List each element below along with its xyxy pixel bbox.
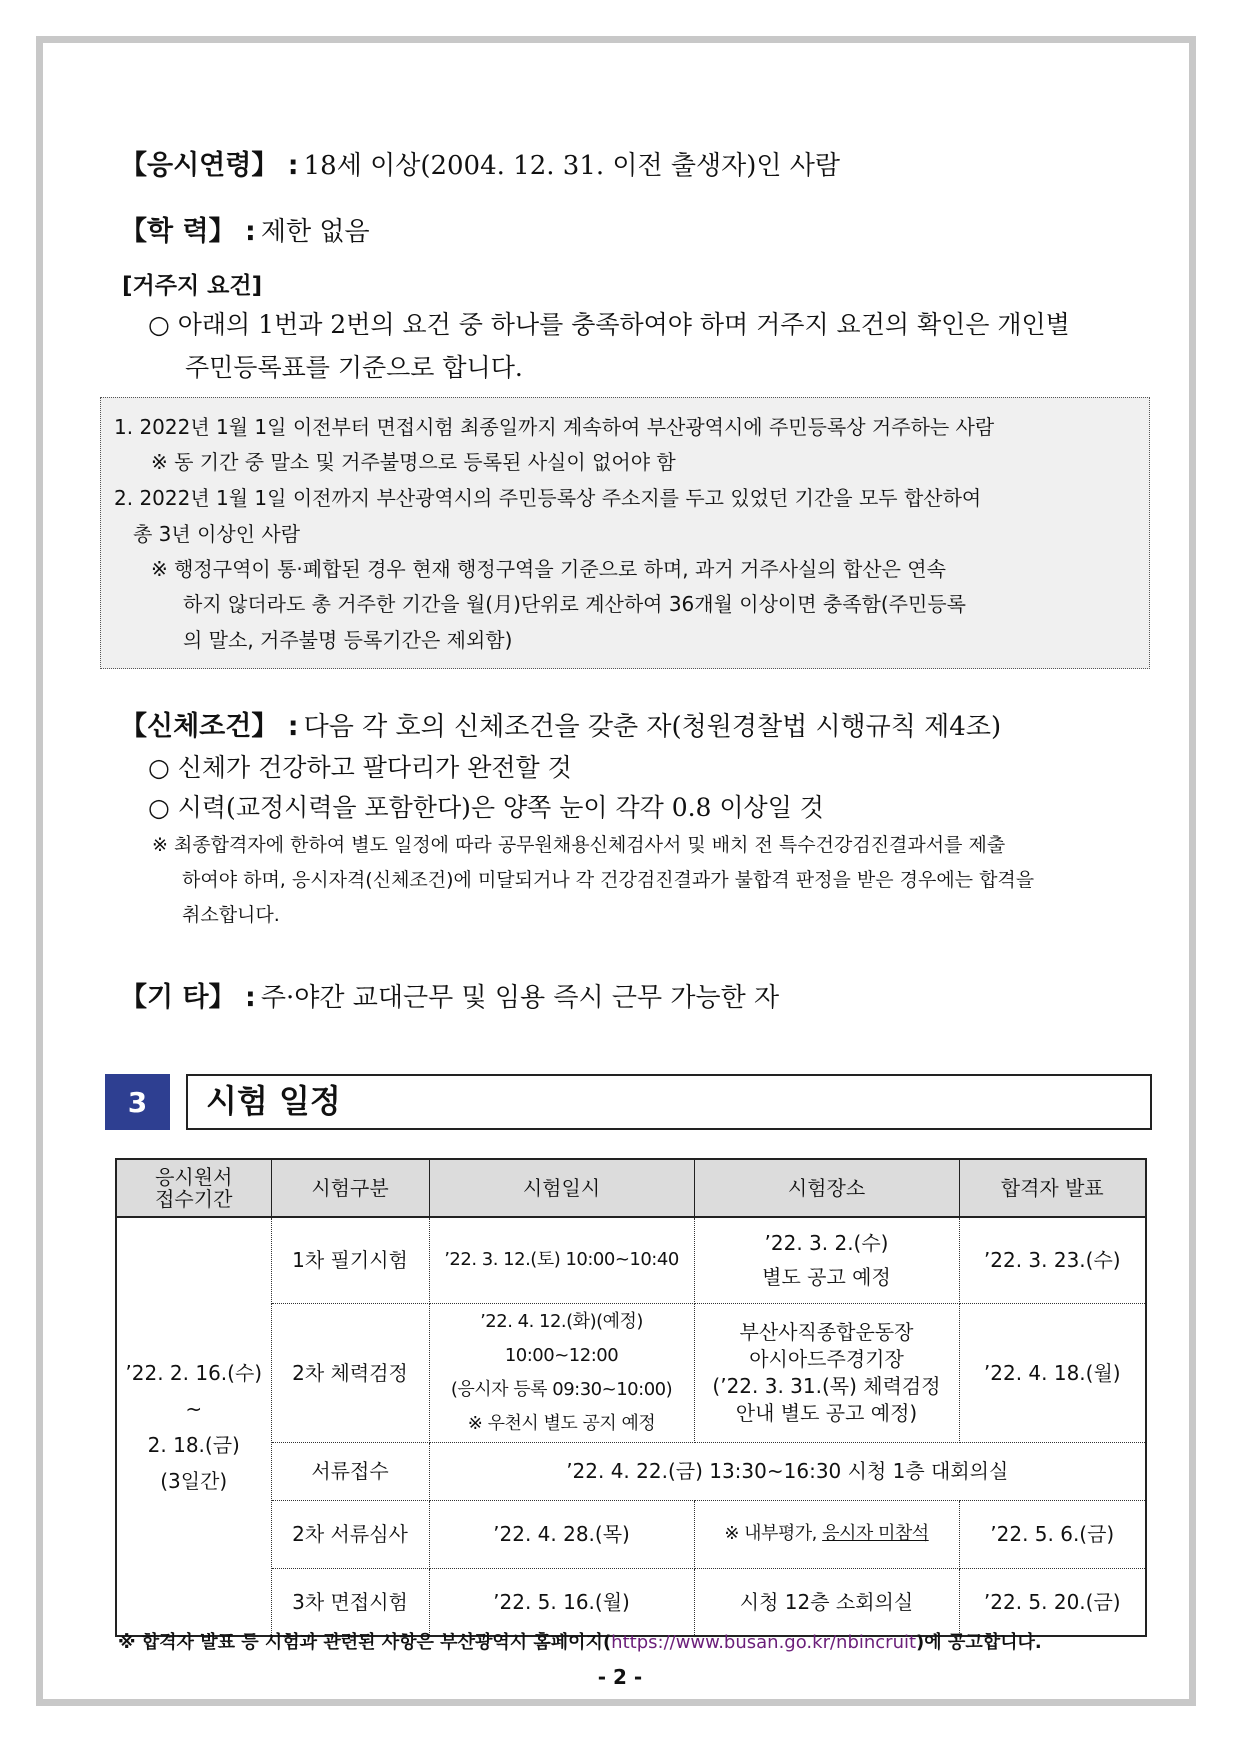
documents-review-type: 2차 서류심사 [271, 1500, 429, 1568]
header-exam-datetime: 시험일시 [429, 1159, 694, 1217]
table-row [116, 1568, 1146, 1636]
footnote: ※ 합격자 발표 등 시험과 관련된 사항은 부산광역시 홈페이지(https://www.busan.go.kr/nbincruit)에 공고합니다. [118, 1632, 1042, 1653]
physical-note-line1: ※ 최종합격자에 한하여 별도 일정에 따라 공무원채용신체검사서 및 배치 전 특수건강검진결과서를 제출 [152, 834, 1006, 856]
header-exam-place: 시험장소 [694, 1159, 959, 1217]
table-row [116, 1442, 1146, 1500]
interview-announce: ’22. 5. 20.(금) [959, 1568, 1146, 1636]
residence-condition-2-note: ※ 행정구역이 통·폐합된 경우 현재 행정구역을 기준으로 하며, 과거 거주사실의 합산은 연속 [151, 557, 946, 581]
header-announcement: 합격자 발표 [959, 1159, 1146, 1217]
interview-datetime: ’22. 5. 16.(월) [429, 1568, 694, 1636]
documents-review-place: ※ 내부평가, 응시자 미참석 [694, 1500, 959, 1568]
header-application-period: 응시원서 접수기간 [116, 1159, 271, 1217]
interview-place: 시청 12층 소회의실 [694, 1568, 959, 1636]
physical-item-2: ○ 시력(교정시력을 포함한다)은 양쪽 눈이 각각 0.8 이상일 것 [148, 793, 824, 822]
exam-schedule-table [115, 1158, 1147, 1637]
residence-condition-2: 2. 2022년 1월 1일 이전까지 부산광역시의 주민등록상 주소지를 두고 있었던 기간을 모두 합산하여 [114, 486, 982, 510]
physical-label: 【신체조건】 : [120, 711, 299, 742]
section-header [105, 1074, 1152, 1130]
fitness-type: 2차 체력검정 [271, 1303, 429, 1442]
physical-value: 다음 각 호의 신체조건을 갖춘 자(청원경찰법 시행규칙 제4조) [303, 712, 1002, 742]
fitness-datetime: ’22. 4. 12.(화)(예정) 10:00~12:00 (응시자 등록 09:30~10:00) ※ 우천시 별도 공지 예정 [429, 1303, 694, 1442]
written-place: ’22. 3. 2.(수) 별도 공고 예정 [694, 1217, 959, 1303]
written-datetime: ’22. 3. 12.(토) 10:00~10:40 [429, 1217, 694, 1303]
documents-submit-detail: ’22. 4. 22.(금) 13:30~16:30 시청 1층 대회의실 [429, 1442, 1146, 1500]
physical-note-line2: 하여야 하며, 응시자격(신체조건)에 미달되거나 각 건강검진결과가 불합격 판정을 받은 경우에는 합격을 [182, 869, 1035, 891]
other-requirement [120, 975, 779, 1014]
fitness-place: 부산사직종합운동장 아시아드주경기장 (’22. 3. 31.(목) 체력검정 안내 별도 공고 예정) [694, 1303, 959, 1442]
physical-item-1: ○ 신체가 건강하고 팔다리가 완전할 것 [148, 753, 572, 782]
documents-submit-type: 서류접수 [271, 1442, 429, 1500]
table-row [116, 1217, 1146, 1303]
written-announce: ’22. 3. 23.(수) [959, 1217, 1146, 1303]
other-label: 【기 타】 : [120, 982, 256, 1013]
other-value: 주·야간 교대근무 및 임용 즉시 근무 가능한 자 [260, 983, 780, 1013]
physical-requirement [120, 704, 1001, 743]
residence-conditions-box [100, 397, 1150, 669]
fitness-announce: ’22. 4. 18.(월) [959, 1303, 1146, 1442]
education-requirement [120, 209, 370, 248]
section-number: 3 [105, 1074, 170, 1130]
homepage-link[interactable]: https://www.busan.go.kr/nbincruit [611, 1632, 917, 1653]
residence-condition-2-cont: 총 3년 이상인 사람 [133, 522, 301, 546]
application-period-cell: ’22. 2. 16.(수) ~ 2. 18.(금) (3일간) [116, 1217, 271, 1636]
documents-review-datetime: ’22. 4. 28.(목) [429, 1500, 694, 1568]
residence-condition-1-note: ※ 동 기간 중 말소 및 거주불명으로 등록된 사실이 없어야 함 [151, 450, 676, 474]
residence-condition-2-note-cont1: 하지 않더라도 총 거주한 기간을 월(月)단위로 계산하여 36개월 이상이면 충족함(주민등록 [183, 592, 966, 616]
age-label: 【응시연령】 : [120, 150, 299, 181]
residence-condition-2-note-cont2: 의 말소, 거주불명 등록기간은 제외함) [183, 628, 513, 652]
written-type: 1차 필기시험 [271, 1217, 429, 1303]
table-row [116, 1303, 1146, 1442]
residence-intro-line1: ○ 아래의 1번과 2번의 요건 중 하나를 충족하여야 하며 거주지 요건의 확인은 개인별 [148, 310, 1070, 339]
header-exam-type: 시험구분 [271, 1159, 429, 1217]
table-row [116, 1500, 1146, 1568]
residence-label: [거주지 요건] [122, 273, 263, 299]
residence-condition-1: 1. 2022년 1월 1일 이전부터 면접시험 최종일까지 계속하여 부산광역시에 주민등록상 거주하는 사람 [114, 415, 995, 439]
page-number: - 2 - [597, 1665, 643, 1689]
residence-intro-line2: 주민등록표를 기준으로 합니다. [185, 353, 523, 382]
interview-type: 3차 면접시험 [271, 1568, 429, 1636]
physical-note-line3: 취소합니다. [182, 904, 280, 926]
education-value: 제한 없음 [260, 217, 370, 247]
section-title: 시험 일정 [186, 1074, 1152, 1130]
age-requirement [120, 143, 840, 182]
documents-review-announce: ’22. 5. 6.(금) [959, 1500, 1146, 1568]
age-value: 18세 이상(2004. 12. 31. 이전 출생자)인 사람 [303, 151, 840, 181]
table-header-row [116, 1159, 1146, 1217]
education-label: 【학 력】 : [120, 216, 256, 247]
